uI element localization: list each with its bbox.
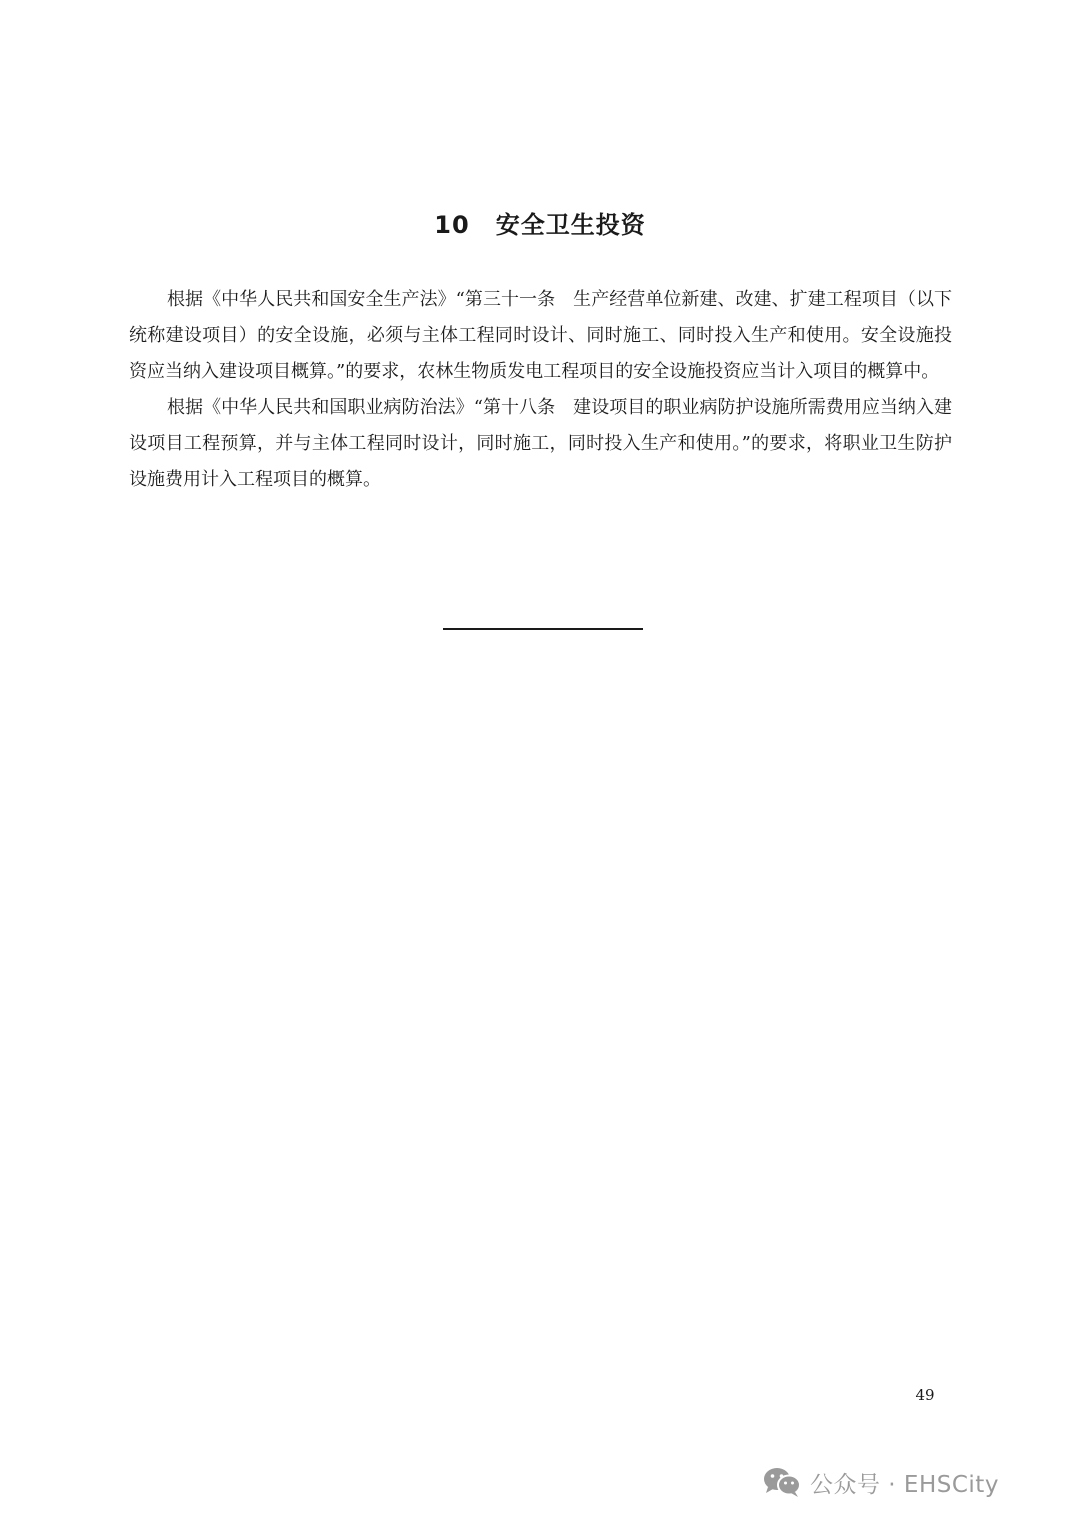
section-number: 10 (434, 211, 470, 239)
paragraph-occupational-disease-law: 根据《中华人民共和国职业病防治法》“第十八条 建设项目的职业病防护设施所需费用应当纳入建设项目工程预算，并与主体工程同时设计，同时施工，同时投入生产和使用。”的要求，将职业卫生防护设施费用计入工程项目的概算。 (129, 397, 952, 490)
end-divider (443, 628, 643, 630)
wechat-icon (762, 1466, 802, 1498)
page-number: 49 (915, 1386, 935, 1404)
section-heading (0, 205, 1080, 245)
paragraph-safety-law: 根据《中华人民共和国安全生产法》“第三十一条 生产经营单位新建、改建、扩建工程项目（以下统称建设项目）的安全设施，必须与主体工程同时设计、同时施工、同时投入生产和使用。安全设施投资应当纳入建设项目概算。”的要求，农林生物质发电工程项目的安全设施投资应当计入项目的概算中。 (129, 289, 952, 382)
section-title: 安全卫生投资 (495, 211, 646, 239)
body-text (129, 282, 952, 498)
watermark-text: 公众号 · EHSCity (810, 1471, 999, 1498)
watermark (762, 1462, 999, 1502)
